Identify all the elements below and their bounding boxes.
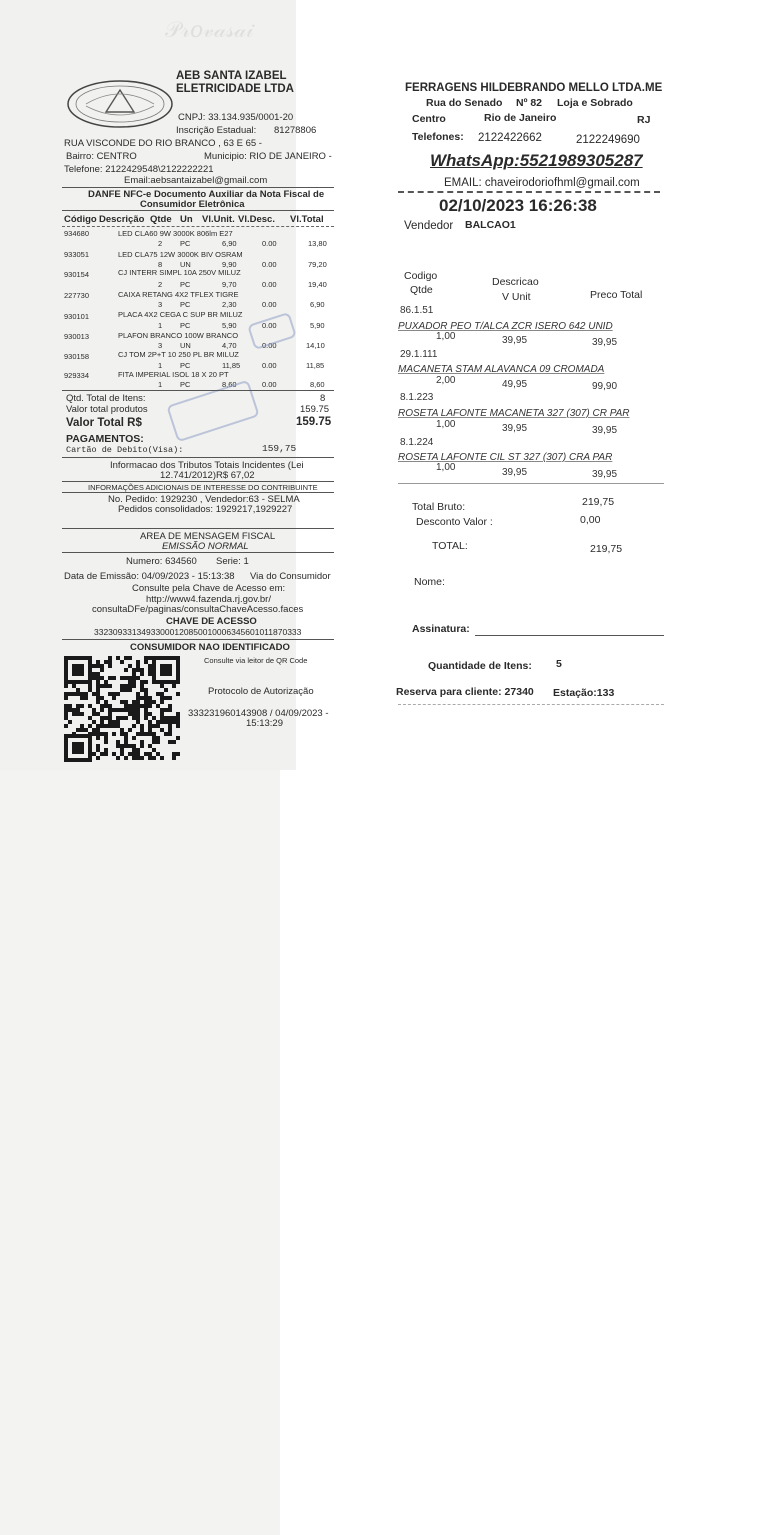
company-logo [66,78,174,130]
quantidade-itens-label: Quantidade de Itens: [428,660,532,672]
right-tel-1: 2122422662 [478,132,542,144]
quantidade-itens-value: 5 [556,658,562,670]
vendedor-value: BALCAO1 [465,219,516,231]
right-col-descricao: Descricao [492,276,539,288]
col-un: Un [180,214,193,225]
desconto-value: 0,00 [580,514,601,526]
assinatura-line [475,635,664,636]
col-codigo: Código [64,214,97,225]
right-telefones-label: Telefones: [412,131,464,143]
left-municipio: Municipio: RIO DE JANEIRO - [204,151,332,162]
right-company-name: FERRAGENS HILDEBRANDO MELLO LTDA.ME [405,82,663,94]
danfe-title: DANFE NFC-e Documento Auxiliar da Nota Fiscal de [88,189,325,200]
right-complement: Loja e Sobrado [557,97,633,109]
receipt-ferragens-hildebrando [0,770,280,1535]
valor-total-label: Valor Total R$ [66,417,142,429]
numero-nota: Numero: 634560 [126,556,197,567]
consulte-chave: Consulte pela Chave de Acesso em: [132,583,286,594]
qr-code [64,656,180,762]
pedido-numero: No. Pedido: 1929230 , Vendedor:63 - SELMA [108,494,300,505]
right-col-vunit: V Unit [502,291,531,303]
col-vlunit: Vl.Unit. [202,214,235,225]
left-cnpj: CNPJ: 33.134.935/0001-20 [178,112,294,123]
total-bruto-value: 219,75 [582,496,615,508]
right-bairro: Centro [412,113,446,125]
pagamento-tipo: Cartão de Debito(Visa): [66,445,184,455]
serie-nota: Serie: 1 [216,556,249,567]
col-vldesc: Vl.Desc. [238,214,275,225]
pagamentos-label: PAGAMENTOS: [66,433,144,445]
left-telefone: Telefone: 2122429548\2122222221 [64,164,214,175]
total-label: TOTAL: [432,540,468,552]
col-descricao: Descrição [99,214,145,225]
left-ie-value: 81278806 [274,125,317,136]
consulta-url-2: consultaDFe/paginas/consultaChaveAcesso.faces [92,604,304,615]
total-bruto-label: Total Bruto: [412,501,466,513]
right-col-qtde: Qtde [410,284,433,296]
left-address: RUA VISCONDE DO RIO BRANCO , 63 E 65 - [64,138,262,149]
desconto-label: Desconto Valor : [416,516,493,528]
valor-produtos-value: 159.75 [300,404,330,415]
danfe-title-2: Consumidor Eletrônica [140,199,245,210]
right-col-codigo: Codigo [404,270,438,282]
watermark-graphic: 𝒫𝓇𝑜𝓋𝒶𝓈𝒶𝒾 [165,18,254,43]
chave-acesso-value: 33230933134933000120850010006345601011870333 [94,627,302,637]
right-datetime: 02/10/2023 16:26:38 [439,196,597,215]
right-whatsapp: WhatsApp:5521989305287 [430,151,643,170]
qtd-total-value: 8 [320,393,326,404]
left-bairro: Bairro: CENTRO [66,151,137,162]
col-qtde: Qtde [150,214,172,225]
right-tel-2: 2122249690 [576,134,640,146]
estacao: Estação:133 [553,687,615,699]
right-col-preco: Preco Total [590,289,643,301]
left-ie-label: Inscrição Estadual: [176,125,257,136]
nome-label: Nome: [414,576,445,588]
right-number: Nº 82 [516,97,543,109]
pagamento-valor: 159,75 [262,443,297,454]
valor-total-value: 159.75 [296,416,332,428]
reserva-cliente: Reserva para cliente: 27340 [396,686,534,698]
right-state: RJ [637,114,651,126]
qtd-total-label: Qtd. Total de Itens: [66,393,146,404]
data-emissao: Data de Emissão: 04/09/2023 - 15:13:38 [64,571,235,582]
valor-produtos-label: Valor total produtos [66,404,148,415]
consulta-url-1: http://www4.fazenda.rj.gov.br/ [146,594,271,605]
left-company-name-2: ELETRICIDADE LTDA [176,83,294,95]
vendedor-label: Vendedor [404,220,454,232]
tributos-line-1: Informacao dos Tributos Totais Incidentes (Lei [110,460,304,471]
via-consumidor: Via do Consumidor [250,571,331,582]
left-company-name-1: AEB SANTA IZABEL [176,70,287,82]
protocolo-value: 333231960143908 / 04/09/2023 - [188,708,329,719]
chave-acesso-label: CHAVE DE ACESSO [166,616,257,627]
consulte-qr: Consulte via leitor de QR Code [204,656,308,665]
protocolo-label: Protocolo de Autorização [208,686,314,697]
info-adicionais: INFORMAÇÕES ADICIONAIS DE INTERESSE DO CONTRIBUINTE [88,483,318,492]
tributos-line-2: 12.741/2012)R$ 67,02 [160,470,255,481]
consumidor-nao-identificado: CONSUMIDOR NAO IDENTIFICADO [130,642,290,653]
right-street: Rua do Senado [426,97,503,109]
left-email: Email:aebsantaizabel@gmail.com [124,175,268,186]
emissao-normal: EMISSÃO NORMAL [162,541,249,552]
protocolo-hora: 15:13:29 [246,718,283,729]
col-vltotal: Vl.Total [290,214,324,225]
assinatura-label: Assinatura: [412,623,470,635]
total-value: 219,75 [590,543,623,555]
right-email: EMAIL: chaveirodoriofhml@gmail.com [444,177,640,189]
area-mensagem-fiscal: AREA DE MENSAGEM FISCAL [140,531,276,542]
pedidos-consolidados: Pedidos consolidados: 1929217,1929227 [118,504,293,515]
right-city: Rio de Janeiro [484,112,557,124]
